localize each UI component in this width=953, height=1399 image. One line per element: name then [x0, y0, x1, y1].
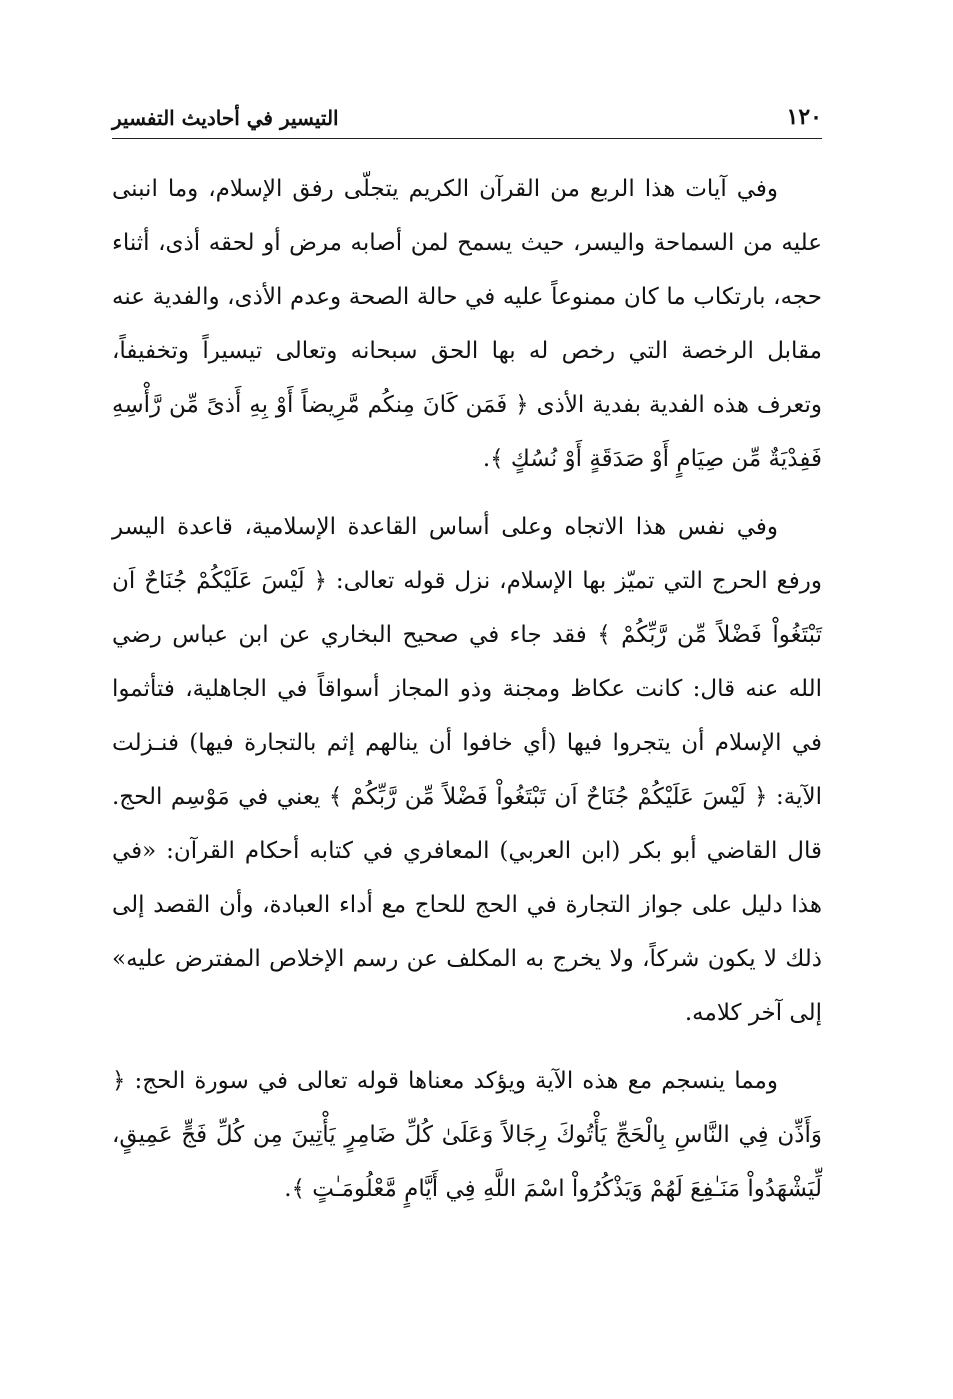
paragraph-1 [112, 162, 822, 486]
quran-verse: ﴿ فَمَن كَانَ مِنكُم مَّرِيضاً أَوْ بِهِ أَذىً مِّن رَّأْسِهِ فَفِدْيَةٌ مِّن صِيَامٍ أَوْ صَدَقَةٍ أَوْ نُسُكٍ ﴾ [112, 392, 822, 472]
paragraph-text: وفي آيات هذا الربع من القرآن الكريم يتجلّى رفق الإسلام، وما انبنى عليه من السماحة واليسر، حيث يسمح لمن أصابه مرض أو لحقه أذى، أثناء حجه، بارتكاب ما كان ممنوعاً عليه في حالة الصحة وعدم الأذى، والفدية عنه مقابل الرخصة التي رخص له بها الحق سبحانه وتعالى تيسيراً وتخفيفاً، وتعرف هذه الفدية بفدية الأذى [112, 176, 822, 418]
paragraph-text: ومما ينسجم مع هذه الآية ويؤكد معناها قوله تعالى في سورة الحج: [125, 1068, 778, 1094]
header-rule [112, 138, 822, 139]
page-header [112, 104, 822, 138]
paragraph-2 [112, 500, 822, 1040]
quran-verse: ﴿ لَيْسَ عَلَيْكُمْ جُنَاحٌ اَن تَبْتَغُواْ فَضْلاً مِّن رَّبِّكُمْ ﴾ [112, 568, 822, 648]
paragraph-3 [112, 1054, 822, 1216]
paragraph-text: يعني في مَوْسِم الحج. قال القاضي أبو بكر (ابن العربي) المعافري في كتابه أحكام القرآن: «في هذا دليل على جواز التجارة في الحج للحاج مع أداء العبادة، وأن القصد إلى ذلك لا يكون شركاً، ولا يخرج به المكلف عن رسم الإخلاص المفترض عليه» إلى آخر كلامه. [112, 784, 822, 1026]
quran-verse: ﴿ لَيْسَ عَلَيْكُمْ جُنَاحٌ اَن تَبْتَغُواْ فَضْلاً مِّن رَّبِّكُمْ ﴾ [328, 784, 768, 810]
book-title: التيسير في أحاديث التفسير [112, 106, 339, 130]
paragraph-text: فقد جاء في صحيح البخاري عن ابن عباس رضي الله عنه قال: كانت عكاظ ومجنة وذو المجاز أسواقاً في الجاهلية، فتأثموا في الإسلام أن يتجروا فيها (أي خافوا أن ينالهم إثم بالتجارة فيها) فنـزلت الآية: [112, 622, 823, 810]
paragraph-text: وفي نفس هذا الاتجاه وعلى أساس القاعدة الإسلامية، قاعدة اليسر ورفع الحرج التي تميّز بها الإسلام، نزل قوله تعالى: [112, 514, 822, 594]
paragraph-text: . [284, 1176, 292, 1202]
page-body [112, 162, 822, 1230]
page-number: ١٢٠ [786, 104, 822, 130]
quran-verse: ﴿ وَأَذِّن فِي النَّاسِ بِالْحَجِّ يَأْتُوكَ رِجَالاً وَعَلَىٰ كُلِّ ضَامِرٍ يَأْتِينَ مِن كُلِّ فَجٍّ عَمِيقٍ، لِّيَشْهَدُواْ مَنَـٰفِعَ لَهُمْ وَيَذْكُرُواْ اسْمَ اللَّهِ فِي أَيَّامٍ مَّعْلُومَـٰتٍ ﴾ [112, 1068, 822, 1202]
paragraph-text: . [482, 446, 491, 472]
